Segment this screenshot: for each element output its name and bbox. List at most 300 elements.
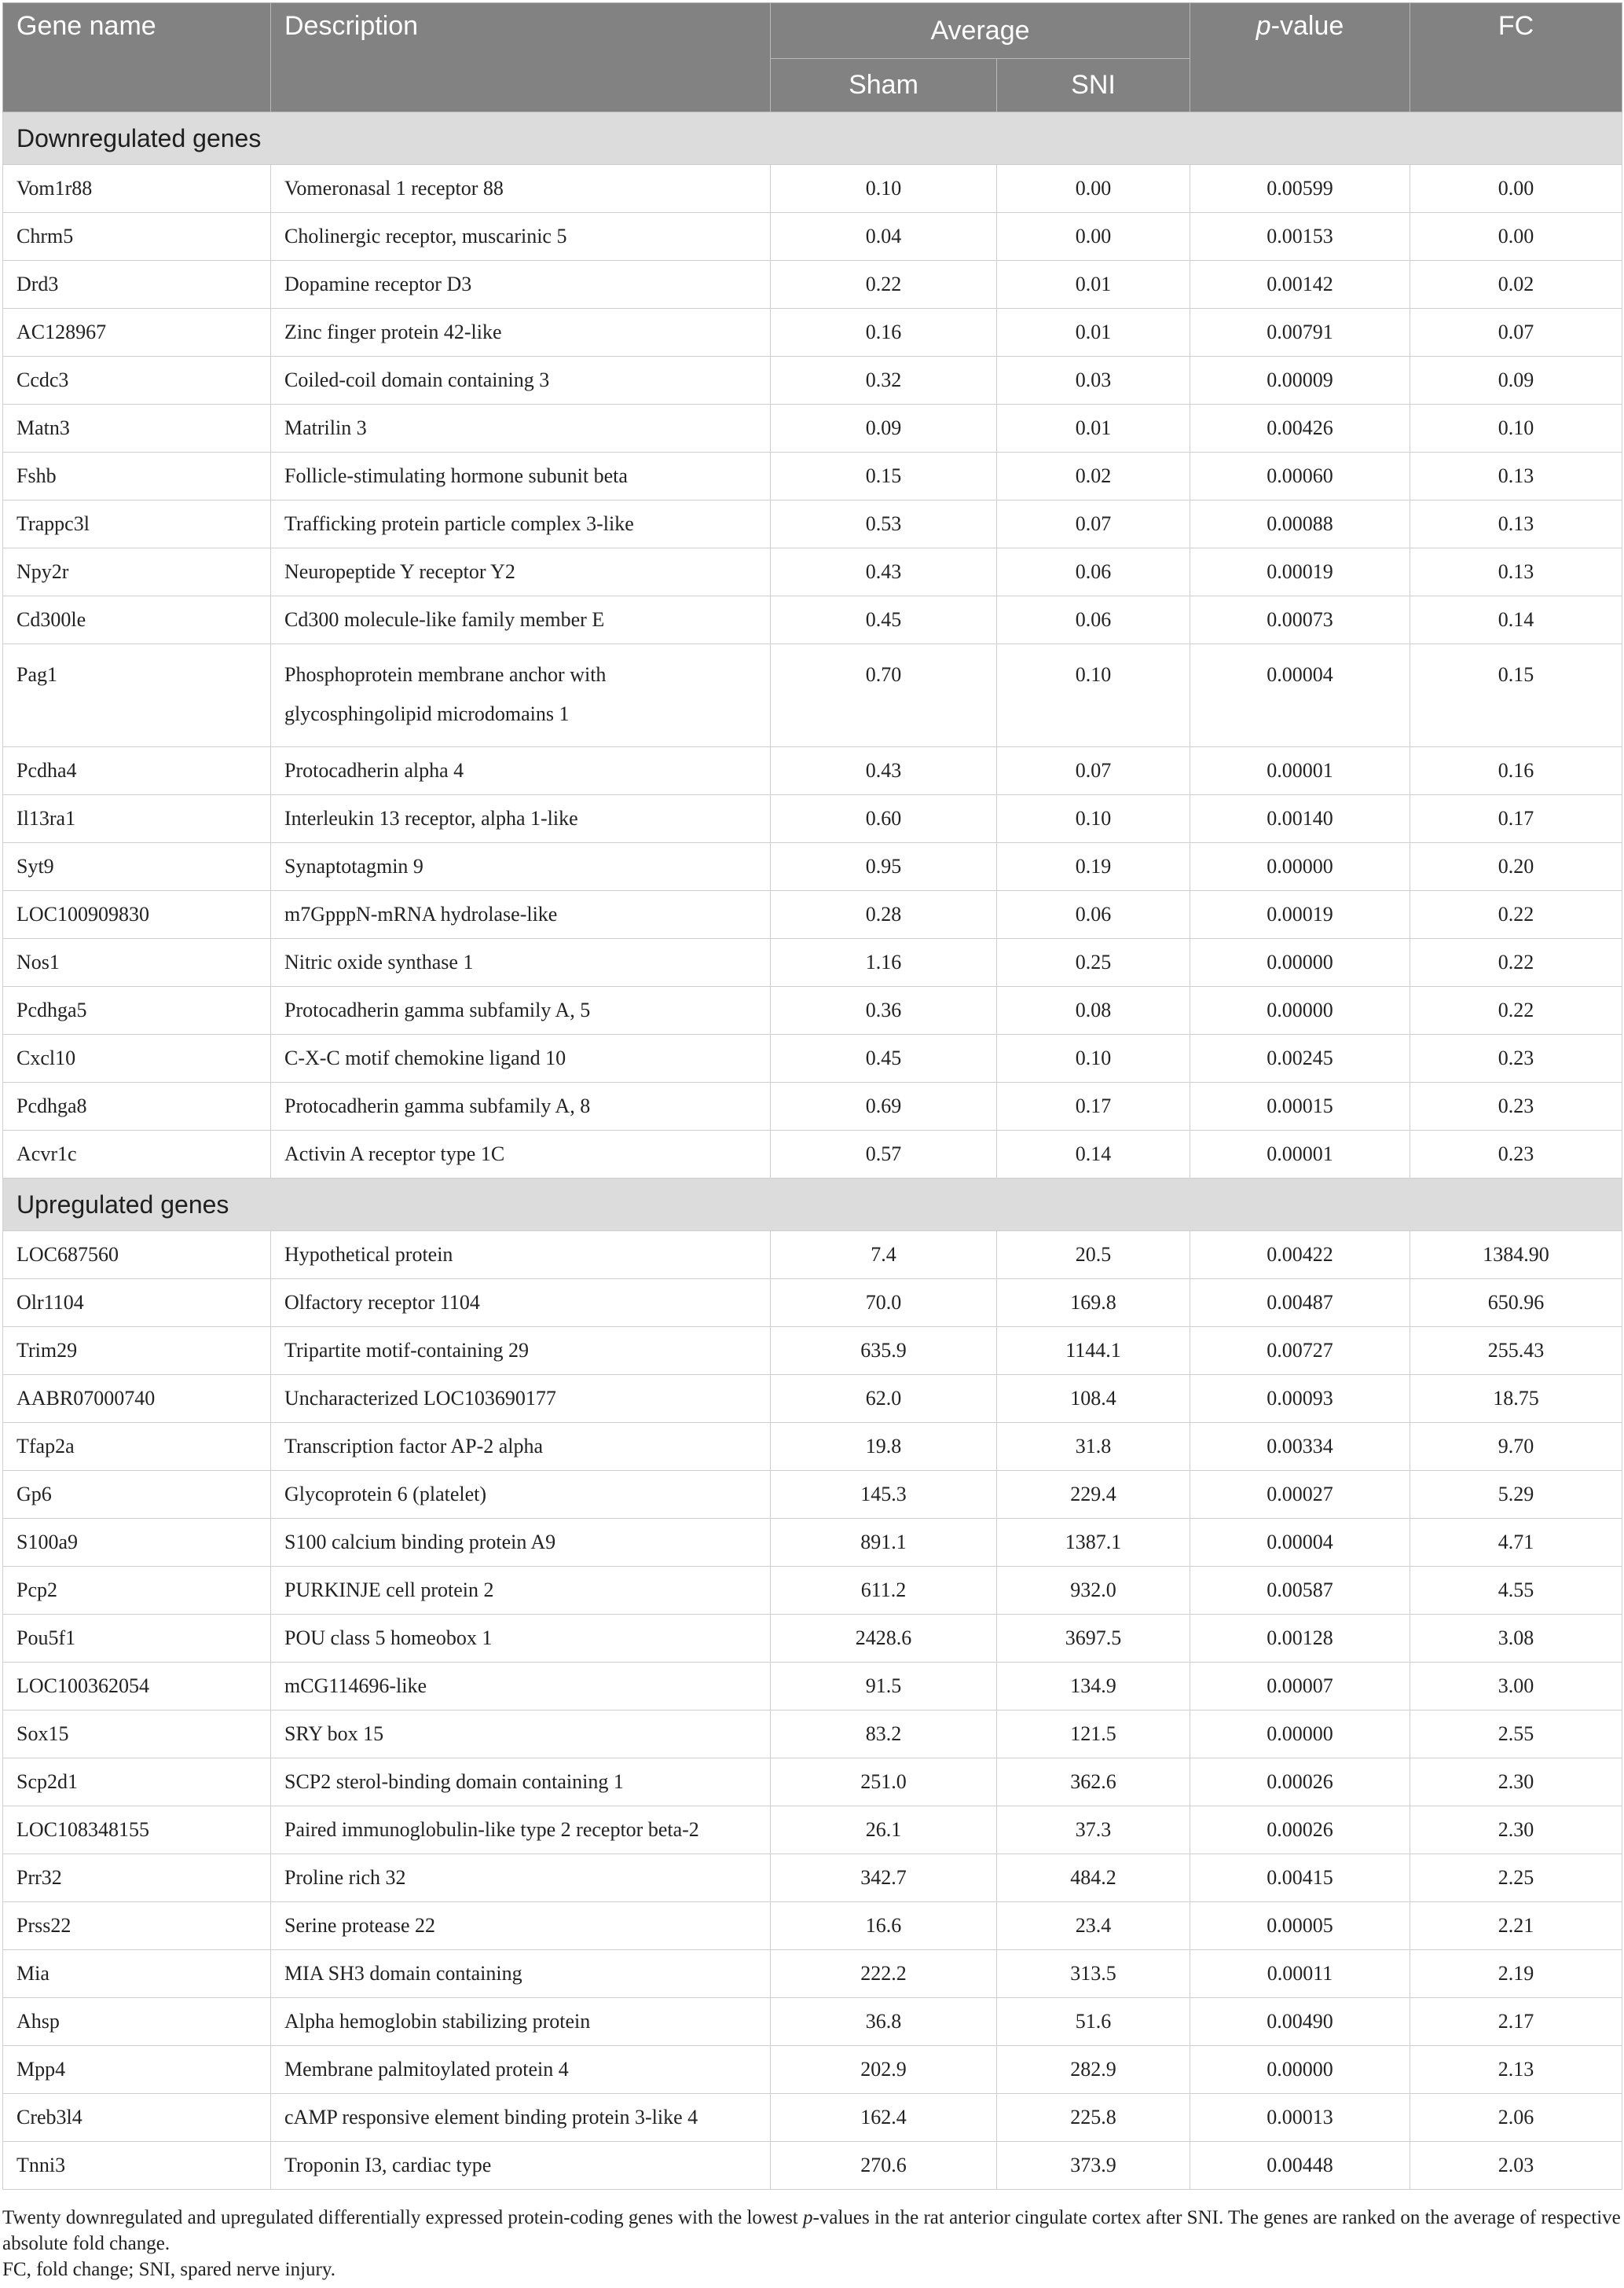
cell-gene: Pag1 — [3, 644, 271, 747]
cell-p-value: 0.00426 — [1190, 405, 1410, 453]
cell-p-value: 0.00422 — [1190, 1231, 1410, 1279]
cell-p-value: 0.00000 — [1190, 939, 1410, 987]
table-row — [3, 1998, 1622, 2046]
table-row — [3, 309, 1622, 357]
cell-gene: Drd3 — [3, 261, 271, 309]
cell-sni: 108.4 — [997, 1375, 1190, 1423]
cell-sham: 0.16 — [771, 309, 997, 357]
cell-fc: 0.16 — [1410, 747, 1622, 795]
section-row — [3, 1179, 1622, 1231]
cell-sni: 0.06 — [997, 548, 1190, 596]
cell-description: S100 calcium binding protein A9 — [271, 1519, 771, 1567]
table-row — [3, 1375, 1622, 1423]
cell-gene: Pou5f1 — [3, 1615, 271, 1663]
cell-description: Interleukin 13 receptor, alpha 1-like — [271, 795, 771, 843]
footnote-text-b: -values in the rat anterior cingulate cortex after SNI. The genes are ranked on the average of respective absolute fold change. — [2, 2207, 1621, 2254]
cell-p-value: 0.00026 — [1190, 1758, 1410, 1806]
cell-description: Alpha hemoglobin stabilizing protein — [271, 1998, 771, 2046]
cell-fc: 0.10 — [1410, 405, 1622, 453]
cell-description: Follicle-stimulating hormone subunit beta — [271, 453, 771, 500]
cell-sham: 0.70 — [771, 644, 997, 747]
cell-sni: 1144.1 — [997, 1327, 1190, 1375]
gene-expression-table — [2, 2, 1622, 2190]
cell-p-value: 0.00013 — [1190, 2094, 1410, 2142]
cell-description: Protocadherin gamma subfamily A, 5 — [271, 987, 771, 1035]
table-footnote — [2, 2205, 1622, 2282]
cell-sham: 0.69 — [771, 1083, 997, 1131]
cell-sham: 0.95 — [771, 843, 997, 891]
table-row — [3, 891, 1622, 939]
table-row — [3, 1758, 1622, 1806]
cell-description: Protocadherin gamma subfamily A, 8 — [271, 1083, 771, 1131]
header-p-italic: p — [1256, 11, 1271, 41]
cell-fc: 3.08 — [1410, 1615, 1622, 1663]
cell-gene: Pcdha4 — [3, 747, 271, 795]
cell-gene: Npy2r — [3, 548, 271, 596]
cell-sham: 635.9 — [771, 1327, 997, 1375]
cell-sni: 20.5 — [997, 1231, 1190, 1279]
cell-fc: 0.14 — [1410, 596, 1622, 644]
cell-description: Protocadherin alpha 4 — [271, 747, 771, 795]
cell-description: Matrilin 3 — [271, 405, 771, 453]
cell-fc: 4.71 — [1410, 1519, 1622, 1567]
cell-gene: Acvr1c — [3, 1131, 271, 1179]
cell-description: Olfactory receptor 1104 — [271, 1279, 771, 1327]
cell-fc: 2.30 — [1410, 1758, 1622, 1806]
cell-gene: Sox15 — [3, 1710, 271, 1758]
cell-description: SRY box 15 — [271, 1710, 771, 1758]
cell-fc: 2.19 — [1410, 1950, 1622, 1998]
cell-fc: 0.09 — [1410, 357, 1622, 405]
cell-sni: 229.4 — [997, 1471, 1190, 1519]
cell-fc: 0.13 — [1410, 453, 1622, 500]
cell-sni: 121.5 — [997, 1710, 1190, 1758]
cell-description: Uncharacterized LOC103690177 — [271, 1375, 771, 1423]
cell-fc: 1384.90 — [1410, 1231, 1622, 1279]
section-title: Downregulated genes — [3, 112, 1622, 165]
cell-p-value: 0.00001 — [1190, 747, 1410, 795]
cell-sni: 31.8 — [997, 1423, 1190, 1471]
cell-gene: Gp6 — [3, 1471, 271, 1519]
cell-description: m7GpppN-mRNA hydrolase-like — [271, 891, 771, 939]
cell-fc: 0.15 — [1410, 644, 1622, 747]
cell-fc: 2.30 — [1410, 1806, 1622, 1854]
cell-sham: 0.04 — [771, 213, 997, 261]
cell-sni: 0.10 — [997, 1035, 1190, 1083]
cell-p-value: 0.00490 — [1190, 1998, 1410, 2046]
cell-gene: Pcdhga5 — [3, 987, 271, 1035]
cell-gene: S100a9 — [3, 1519, 271, 1567]
cell-p-value: 0.00000 — [1190, 1710, 1410, 1758]
cell-sham: 62.0 — [771, 1375, 997, 1423]
cell-description: Coiled-coil domain containing 3 — [271, 357, 771, 405]
cell-sham: 83.2 — [771, 1710, 997, 1758]
cell-p-value: 0.00142 — [1190, 261, 1410, 309]
header-sni: SNI — [997, 59, 1190, 112]
table-row — [3, 165, 1622, 213]
cell-sham: 16.6 — [771, 1902, 997, 1950]
cell-gene: Fshb — [3, 453, 271, 500]
cell-sham: 26.1 — [771, 1806, 997, 1854]
cell-sham: 891.1 — [771, 1519, 997, 1567]
cell-sham: 70.0 — [771, 1279, 997, 1327]
cell-sham: 0.43 — [771, 747, 997, 795]
cell-description: Zinc finger protein 42-like — [271, 309, 771, 357]
cell-sni: 51.6 — [997, 1998, 1190, 2046]
cell-fc: 255.43 — [1410, 1327, 1622, 1375]
table-row — [3, 1131, 1622, 1179]
cell-sni: 0.03 — [997, 357, 1190, 405]
cell-p-value: 0.00011 — [1190, 1950, 1410, 1998]
cell-gene: Prr32 — [3, 1854, 271, 1902]
cell-gene: Vom1r88 — [3, 165, 271, 213]
cell-p-value: 0.00015 — [1190, 1083, 1410, 1131]
cell-fc: 0.20 — [1410, 843, 1622, 891]
cell-sham: 0.45 — [771, 596, 997, 644]
table-row — [3, 1710, 1622, 1758]
cell-description: Cholinergic receptor, muscarinic 5 — [271, 213, 771, 261]
header-description: Description — [271, 3, 771, 112]
cell-sni: 0.07 — [997, 747, 1190, 795]
cell-gene: Trim29 — [3, 1327, 271, 1375]
table-row — [3, 747, 1622, 795]
cell-description: C-X-C motif chemokine ligand 10 — [271, 1035, 771, 1083]
table-row — [3, 1950, 1622, 1998]
cell-fc: 0.22 — [1410, 987, 1622, 1035]
cell-p-value: 0.00007 — [1190, 1663, 1410, 1710]
cell-gene: Nos1 — [3, 939, 271, 987]
cell-sni: 134.9 — [997, 1663, 1190, 1710]
cell-fc: 0.07 — [1410, 309, 1622, 357]
cell-gene: Chrm5 — [3, 213, 271, 261]
cell-gene: Tnni3 — [3, 2142, 271, 2190]
cell-p-value: 0.00088 — [1190, 500, 1410, 548]
cell-sham: 0.28 — [771, 891, 997, 939]
cell-sham: 342.7 — [771, 1854, 997, 1902]
cell-sham: 222.2 — [771, 1950, 997, 1998]
cell-sham: 251.0 — [771, 1758, 997, 1806]
cell-description: Activin A receptor type 1C — [271, 1131, 771, 1179]
cell-description: Dopamine receptor D3 — [271, 261, 771, 309]
cell-description: Phosphoprotein membrane anchor with glycosphingolipid microdomains 1 — [271, 644, 771, 747]
cell-sni: 0.10 — [997, 795, 1190, 843]
cell-sni: 0.08 — [997, 987, 1190, 1035]
cell-gene: Cxcl10 — [3, 1035, 271, 1083]
cell-p-value: 0.00727 — [1190, 1327, 1410, 1375]
table-row — [3, 1663, 1622, 1710]
cell-p-value: 0.00587 — [1190, 1567, 1410, 1615]
cell-fc: 0.13 — [1410, 548, 1622, 596]
cell-sni: 484.2 — [997, 1854, 1190, 1902]
cell-fc: 0.22 — [1410, 939, 1622, 987]
cell-fc: 2.25 — [1410, 1854, 1622, 1902]
cell-p-value: 0.00019 — [1190, 891, 1410, 939]
cell-fc: 2.06 — [1410, 2094, 1622, 2142]
cell-description: Nitric oxide synthase 1 — [271, 939, 771, 987]
table-row — [3, 1471, 1622, 1519]
cell-sham: 0.32 — [771, 357, 997, 405]
cell-sham: 0.45 — [771, 1035, 997, 1083]
cell-gene: Tfap2a — [3, 1423, 271, 1471]
cell-p-value: 0.00487 — [1190, 1279, 1410, 1327]
cell-sni: 0.00 — [997, 165, 1190, 213]
cell-description: Trafficking protein particle complex 3-like — [271, 500, 771, 548]
cell-gene: Creb3l4 — [3, 2094, 271, 2142]
cell-p-value: 0.00140 — [1190, 795, 1410, 843]
footnote-line-2: FC, fold change; SNI, spared nerve injury. — [2, 2259, 335, 2280]
cell-description: Neuropeptide Y receptor Y2 — [271, 548, 771, 596]
cell-p-value: 0.00073 — [1190, 596, 1410, 644]
table-row — [3, 2142, 1622, 2190]
cell-sham: 0.57 — [771, 1131, 997, 1179]
cell-p-value: 0.00004 — [1190, 1519, 1410, 1567]
cell-sni: 0.01 — [997, 261, 1190, 309]
table-row — [3, 795, 1622, 843]
cell-gene: Scp2d1 — [3, 1758, 271, 1806]
cell-fc: 0.13 — [1410, 500, 1622, 548]
cell-fc: 0.23 — [1410, 1131, 1622, 1179]
cell-sham: 145.3 — [771, 1471, 997, 1519]
cell-description: Tripartite motif-containing 29 — [271, 1327, 771, 1375]
table-row — [3, 2094, 1622, 2142]
cell-p-value: 0.00334 — [1190, 1423, 1410, 1471]
table-row — [3, 987, 1622, 1035]
cell-sham: 2428.6 — [771, 1615, 997, 1663]
cell-description: Troponin I3, cardiac type — [271, 2142, 771, 2190]
cell-fc: 5.29 — [1410, 1471, 1622, 1519]
cell-sni: 0.01 — [997, 309, 1190, 357]
cell-gene: Mpp4 — [3, 2046, 271, 2094]
cell-sni: 932.0 — [997, 1567, 1190, 1615]
cell-sham: 91.5 — [771, 1663, 997, 1710]
cell-p-value: 0.00153 — [1190, 213, 1410, 261]
cell-sham: 0.09 — [771, 405, 997, 453]
cell-sham: 202.9 — [771, 2046, 997, 2094]
cell-description: SCP2 sterol-binding domain containing 1 — [271, 1758, 771, 1806]
cell-gene: Prss22 — [3, 1902, 271, 1950]
cell-sham: 19.8 — [771, 1423, 997, 1471]
cell-p-value: 0.00001 — [1190, 1131, 1410, 1179]
cell-fc: 2.55 — [1410, 1710, 1622, 1758]
table-row — [3, 1806, 1622, 1854]
table-row — [3, 1327, 1622, 1375]
cell-gene: Trappc3l — [3, 500, 271, 548]
cell-sni: 313.5 — [997, 1950, 1190, 1998]
table-row — [3, 357, 1622, 405]
table-row — [3, 1519, 1622, 1567]
cell-p-value: 0.00026 — [1190, 1806, 1410, 1854]
cell-description: POU class 5 homeobox 1 — [271, 1615, 771, 1663]
cell-description: Paired immunoglobulin-like type 2 receptor beta-2 — [271, 1806, 771, 1854]
cell-sni: 0.17 — [997, 1083, 1190, 1131]
table-row — [3, 1854, 1622, 1902]
cell-gene: Pcdhga8 — [3, 1083, 271, 1131]
cell-description: Proline rich 32 — [271, 1854, 771, 1902]
cell-p-value: 0.00027 — [1190, 1471, 1410, 1519]
cell-sni: 373.9 — [997, 2142, 1190, 2190]
cell-sham: 0.60 — [771, 795, 997, 843]
cell-gene: Olr1104 — [3, 1279, 271, 1327]
cell-description: Synaptotagmin 9 — [271, 843, 771, 891]
cell-fc: 2.13 — [1410, 2046, 1622, 2094]
cell-sni: 0.10 — [997, 644, 1190, 747]
table-row — [3, 213, 1622, 261]
header-fc: FC — [1410, 3, 1622, 112]
cell-sni: 37.3 — [997, 1806, 1190, 1854]
cell-p-value: 0.00000 — [1190, 843, 1410, 891]
cell-p-value: 0.00245 — [1190, 1035, 1410, 1083]
table-row — [3, 843, 1622, 891]
cell-fc: 0.23 — [1410, 1035, 1622, 1083]
cell-fc: 0.22 — [1410, 891, 1622, 939]
cell-sni: 23.4 — [997, 1902, 1190, 1950]
cell-description: PURKINJE cell protein 2 — [271, 1567, 771, 1615]
cell-fc: 4.55 — [1410, 1567, 1622, 1615]
header-p-value — [1190, 3, 1410, 112]
cell-fc: 650.96 — [1410, 1279, 1622, 1327]
cell-gene: AABR07000740 — [3, 1375, 271, 1423]
cell-sni: 0.01 — [997, 405, 1190, 453]
cell-p-value: 0.00019 — [1190, 548, 1410, 596]
cell-p-value: 0.00128 — [1190, 1615, 1410, 1663]
cell-p-value: 0.00060 — [1190, 453, 1410, 500]
cell-p-value: 0.00005 — [1190, 1902, 1410, 1950]
cell-fc: 3.00 — [1410, 1663, 1622, 1710]
table-body — [3, 112, 1622, 2190]
cell-gene: LOC100362054 — [3, 1663, 271, 1710]
header-gene-name: Gene name — [3, 3, 271, 112]
cell-p-value: 0.00000 — [1190, 2046, 1410, 2094]
table-row — [3, 500, 1622, 548]
cell-description: Hypothetical protein — [271, 1231, 771, 1279]
table-row — [3, 644, 1622, 747]
cell-fc: 0.00 — [1410, 213, 1622, 261]
table-row — [3, 1615, 1622, 1663]
header-p-suffix: -value — [1270, 11, 1344, 41]
cell-sni: 0.06 — [997, 891, 1190, 939]
cell-sni: 0.07 — [997, 500, 1190, 548]
table-header — [3, 3, 1622, 112]
table-row — [3, 1083, 1622, 1131]
cell-p-value: 0.00004 — [1190, 644, 1410, 747]
cell-gene: Matn3 — [3, 405, 271, 453]
cell-p-value: 0.00093 — [1190, 1375, 1410, 1423]
cell-fc: 2.17 — [1410, 1998, 1622, 2046]
table-row — [3, 1902, 1622, 1950]
cell-sham: 0.53 — [771, 500, 997, 548]
cell-sham: 0.36 — [771, 987, 997, 1035]
cell-gene: Ahsp — [3, 1998, 271, 2046]
cell-p-value: 0.00599 — [1190, 165, 1410, 213]
cell-p-value: 0.00791 — [1190, 309, 1410, 357]
cell-sni: 0.02 — [997, 453, 1190, 500]
cell-gene: Il13ra1 — [3, 795, 271, 843]
table-row — [3, 1279, 1622, 1327]
cell-description: mCG114696-like — [271, 1663, 771, 1710]
cell-sham: 36.8 — [771, 1998, 997, 2046]
cell-description: MIA SH3 domain containing — [271, 1950, 771, 1998]
footnote-line-1 — [2, 2205, 1622, 2257]
cell-sni: 0.06 — [997, 596, 1190, 644]
cell-fc: 2.21 — [1410, 1902, 1622, 1950]
table-row — [3, 1035, 1622, 1083]
cell-sni: 0.14 — [997, 1131, 1190, 1179]
cell-p-value: 0.00000 — [1190, 987, 1410, 1035]
cell-fc: 0.17 — [1410, 795, 1622, 843]
cell-description: Membrane palmitoylated protein 4 — [271, 2046, 771, 2094]
cell-gene: Cd300le — [3, 596, 271, 644]
cell-sham: 270.6 — [771, 2142, 997, 2190]
cell-p-value: 0.00415 — [1190, 1854, 1410, 1902]
cell-fc: 0.23 — [1410, 1083, 1622, 1131]
cell-sni: 0.00 — [997, 213, 1190, 261]
cell-fc: 18.75 — [1410, 1375, 1622, 1423]
cell-gene: LOC687560 — [3, 1231, 271, 1279]
cell-description: Cd300 molecule-like family member E — [271, 596, 771, 644]
header-sham: Sham — [771, 59, 997, 112]
cell-sham: 611.2 — [771, 1567, 997, 1615]
cell-sni: 1387.1 — [997, 1519, 1190, 1567]
cell-p-value: 0.00009 — [1190, 357, 1410, 405]
cell-description: Vomeronasal 1 receptor 88 — [271, 165, 771, 213]
table-row — [3, 1231, 1622, 1279]
table-row — [3, 453, 1622, 500]
table-row — [3, 261, 1622, 309]
table-row — [3, 548, 1622, 596]
cell-gene: Syt9 — [3, 843, 271, 891]
cell-sham: 0.10 — [771, 165, 997, 213]
cell-sham: 0.15 — [771, 453, 997, 500]
table-row — [3, 405, 1622, 453]
cell-gene: AC128967 — [3, 309, 271, 357]
cell-sni: 0.19 — [997, 843, 1190, 891]
cell-gene: Pcp2 — [3, 1567, 271, 1615]
cell-sham: 7.4 — [771, 1231, 997, 1279]
cell-gene: Ccdc3 — [3, 357, 271, 405]
cell-sham: 1.16 — [771, 939, 997, 987]
cell-sham: 0.43 — [771, 548, 997, 596]
table-row — [3, 939, 1622, 987]
cell-sham: 0.22 — [771, 261, 997, 309]
cell-sni: 3697.5 — [997, 1615, 1190, 1663]
cell-sham: 162.4 — [771, 2094, 997, 2142]
cell-sni: 282.9 — [997, 2046, 1190, 2094]
table-row — [3, 1567, 1622, 1615]
cell-sni: 0.25 — [997, 939, 1190, 987]
cell-p-value: 0.00448 — [1190, 2142, 1410, 2190]
cell-description: Transcription factor AP-2 alpha — [271, 1423, 771, 1471]
table-row — [3, 1423, 1622, 1471]
header-average: Average — [771, 3, 1190, 59]
section-row — [3, 112, 1622, 165]
footnote-p-italic: p — [803, 2207, 813, 2228]
cell-gene: LOC108348155 — [3, 1806, 271, 1854]
section-title: Upregulated genes — [3, 1179, 1622, 1231]
footnote-text-a: Twenty downregulated and upregulated differentially expressed protein-coding genes with the lowest — [2, 2207, 804, 2228]
cell-description: cAMP responsive element binding protein 3-like 4 — [271, 2094, 771, 2142]
cell-fc: 9.70 — [1410, 1423, 1622, 1471]
table-row — [3, 2046, 1622, 2094]
cell-sni: 169.8 — [997, 1279, 1190, 1327]
cell-fc: 2.03 — [1410, 2142, 1622, 2190]
cell-sni: 362.6 — [997, 1758, 1190, 1806]
cell-gene: Mia — [3, 1950, 271, 1998]
cell-gene: LOC100909830 — [3, 891, 271, 939]
cell-description: Glycoprotein 6 (platelet) — [271, 1471, 771, 1519]
cell-fc: 0.02 — [1410, 261, 1622, 309]
cell-description: Serine protease 22 — [271, 1902, 771, 1950]
table-row — [3, 596, 1622, 644]
